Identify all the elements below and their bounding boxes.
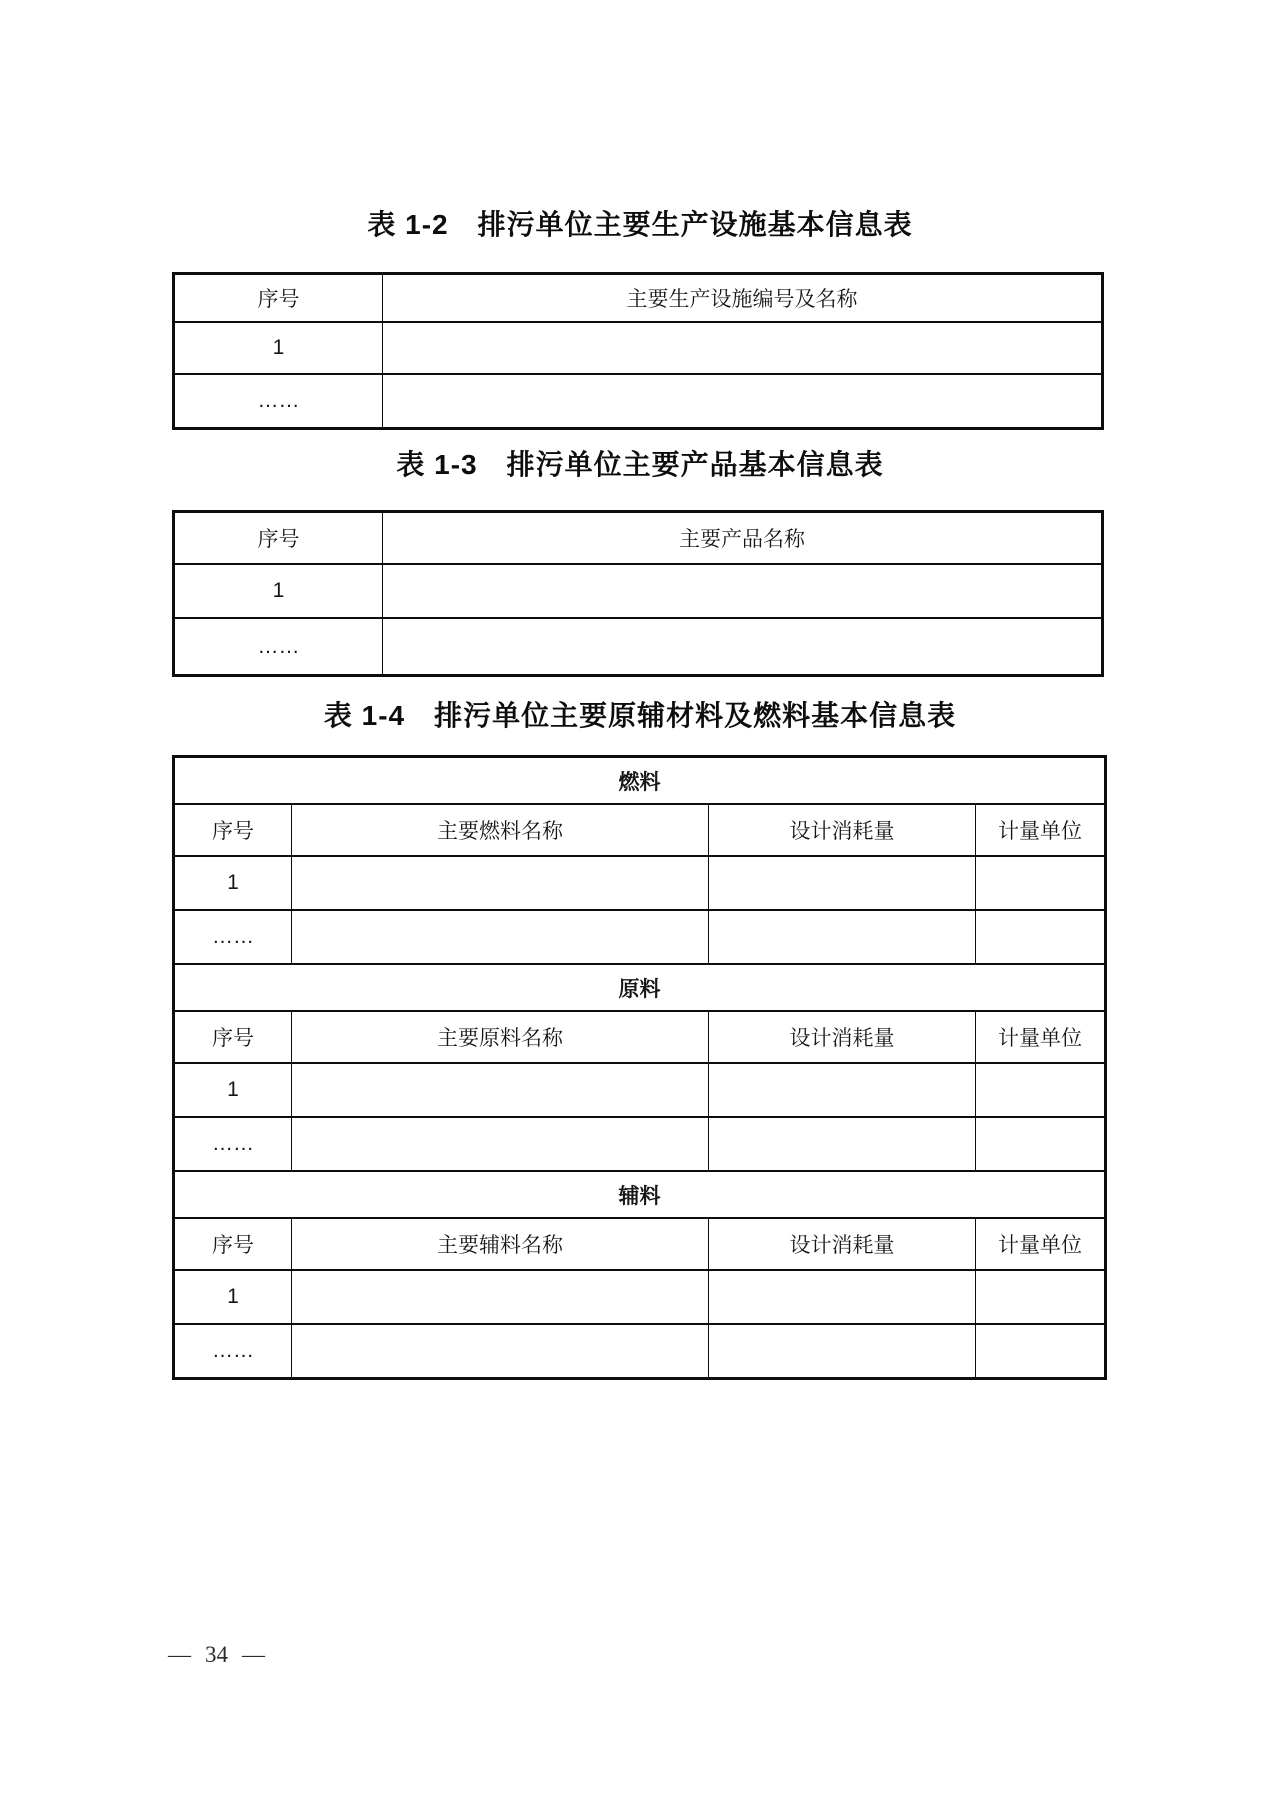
empty-cell [709, 856, 976, 910]
table-1-4 [172, 755, 1107, 1380]
auxiliary-header-row [174, 1218, 1106, 1270]
empty-cell [709, 1117, 976, 1171]
table-1-4-title: 表 1-4 排污单位主要原辅材料及燃料基本信息表 [323, 700, 957, 731]
table-row [174, 856, 1106, 910]
empty-cell [709, 910, 976, 964]
column-header-seq: 序号 [174, 512, 383, 565]
column-header-seq: 序号 [174, 1218, 292, 1270]
page-number-value: 34 [205, 1642, 228, 1667]
row-index-cell: …… [174, 1324, 292, 1379]
column-header-raw-material-name: 主要原料名称 [292, 1011, 709, 1063]
table-1-2-header-row [174, 274, 1103, 323]
empty-cell [709, 1063, 976, 1117]
row-index-cell: 1 [174, 564, 383, 618]
section-header-fuel: 燃料 [174, 757, 1106, 805]
empty-cell [383, 322, 1103, 374]
table-1-2 [172, 272, 1104, 430]
section-header-raw-material: 原料 [174, 964, 1106, 1011]
column-header-design-consumption: 设计消耗量 [709, 1011, 976, 1063]
table-row [174, 1117, 1106, 1171]
section-header-auxiliary: 辅料 [174, 1171, 1106, 1218]
page-number [168, 1642, 265, 1668]
column-header-seq: 序号 [174, 1011, 292, 1063]
table-1-3-header-row [174, 512, 1103, 565]
row-index-cell: 1 [174, 322, 383, 374]
table-row [174, 564, 1103, 618]
table-row [174, 910, 1106, 964]
table-row [174, 1063, 1106, 1117]
empty-cell [292, 1063, 709, 1117]
empty-cell [976, 856, 1106, 910]
table-1-3-title: 表 1-3 排污单位主要产品基本信息表 [396, 449, 884, 480]
column-header-design-consumption: 设计消耗量 [709, 804, 976, 856]
empty-cell [976, 1270, 1106, 1324]
table-row [174, 374, 1103, 429]
table-row [174, 1270, 1106, 1324]
row-index-cell: …… [174, 374, 383, 429]
column-header-auxiliary-name: 主要辅料名称 [292, 1218, 709, 1270]
column-header-facility-name: 主要生产设施编号及名称 [383, 274, 1103, 323]
section-row-auxiliary [174, 1171, 1106, 1218]
empty-cell [709, 1270, 976, 1324]
empty-cell [292, 910, 709, 964]
table-1-2-title: 表 1-2 排污单位主要生产设施基本信息表 [367, 209, 913, 240]
table-1-3 [172, 510, 1104, 677]
fuel-header-row [174, 804, 1106, 856]
empty-cell [976, 1324, 1106, 1379]
column-header-product-name: 主要产品名称 [383, 512, 1103, 565]
row-index-cell: 1 [174, 1063, 292, 1117]
empty-cell [292, 856, 709, 910]
column-header-unit: 计量单位 [976, 1011, 1106, 1063]
row-index-cell: 1 [174, 1270, 292, 1324]
empty-cell [383, 618, 1103, 676]
row-index-cell: 1 [174, 856, 292, 910]
page-number-right-dash: — [242, 1642, 265, 1667]
empty-cell [976, 910, 1106, 964]
empty-cell [383, 564, 1103, 618]
empty-cell [292, 1117, 709, 1171]
empty-cell [709, 1324, 976, 1379]
raw-material-header-row [174, 1011, 1106, 1063]
row-index-cell: …… [174, 910, 292, 964]
empty-cell [383, 374, 1103, 429]
column-header-seq: 序号 [174, 804, 292, 856]
empty-cell [976, 1063, 1106, 1117]
column-header-design-consumption: 设计消耗量 [709, 1218, 976, 1270]
row-index-cell: …… [174, 618, 383, 676]
empty-cell [292, 1324, 709, 1379]
row-index-cell: …… [174, 1117, 292, 1171]
page-number-left-dash: — [168, 1642, 191, 1667]
empty-cell [292, 1270, 709, 1324]
column-header-unit: 计量单位 [976, 1218, 1106, 1270]
section-row-fuel [174, 757, 1106, 805]
table-row [174, 1324, 1106, 1379]
table-row [174, 322, 1103, 374]
section-row-raw-material [174, 964, 1106, 1011]
column-header-fuel-name: 主要燃料名称 [292, 804, 709, 856]
empty-cell [976, 1117, 1106, 1171]
table-row [174, 618, 1103, 676]
column-header-unit: 计量单位 [976, 804, 1106, 856]
column-header-seq: 序号 [174, 274, 383, 323]
